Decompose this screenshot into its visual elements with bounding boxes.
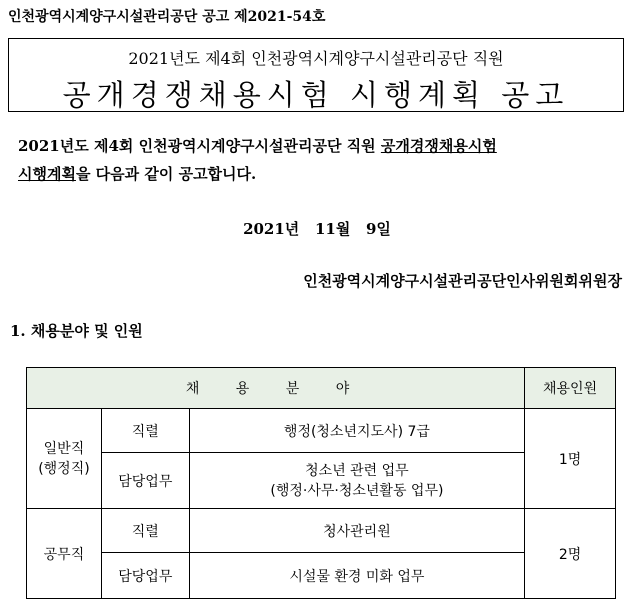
- duty-label: 담당업무: [101, 553, 189, 599]
- title-subtitle: 2021년도 제4회 인천광역시계양구시설관리공단 직원: [128, 49, 504, 68]
- count-cell: 2명: [525, 509, 616, 599]
- recruitment-table: [26, 367, 616, 599]
- category-cell: 공무직: [27, 509, 102, 599]
- title-main: 공개경쟁채용시험 시행계획 공고: [62, 78, 570, 112]
- header-recruitment-count: 채용인원: [525, 368, 616, 409]
- issuing-organization: 인천광역시계양구시설관리공단인사위원회위원장: [303, 272, 622, 290]
- intro-underlined-text: 시행계획: [18, 165, 76, 183]
- duty-label: 담당업무: [101, 453, 189, 509]
- duty-value: 청소년 관련 업무 (행정·사무·청소년활동 업무): [189, 453, 524, 509]
- rank-value: 청사관리원: [189, 509, 524, 553]
- intro-paragraph: [18, 132, 618, 188]
- header-recruitment-field: 채 용 분 야: [27, 368, 525, 409]
- title-box: [8, 38, 624, 112]
- intro-text: 2021년도 제4회 인천광역시계양구시설관리공단 직원: [18, 137, 381, 155]
- intro-text: 을 다음과 같이 공고합니다.: [75, 165, 257, 183]
- rank-label: 직렬: [101, 509, 189, 553]
- rank-label: 직렬: [101, 409, 189, 453]
- section-heading: 1. 채용분야 및 인원: [10, 322, 143, 340]
- rank-value: 행정(청소년지도사) 7급: [189, 409, 524, 453]
- intro-underlined-text: 공개경쟁채용시험: [380, 137, 497, 155]
- table-row: [27, 409, 616, 453]
- document-number: 인천광역시계양구시설관리공단 공고 제2021-54호: [8, 9, 326, 25]
- count-cell: 1명: [525, 409, 616, 509]
- duty-value: 시설물 환경 미화 업무: [189, 553, 524, 599]
- table-row: [27, 509, 616, 553]
- table-header-row: [27, 368, 616, 409]
- category-cell: 일반직 (행정직): [27, 409, 102, 509]
- announcement-date: 2021년 11월 9일: [243, 220, 391, 238]
